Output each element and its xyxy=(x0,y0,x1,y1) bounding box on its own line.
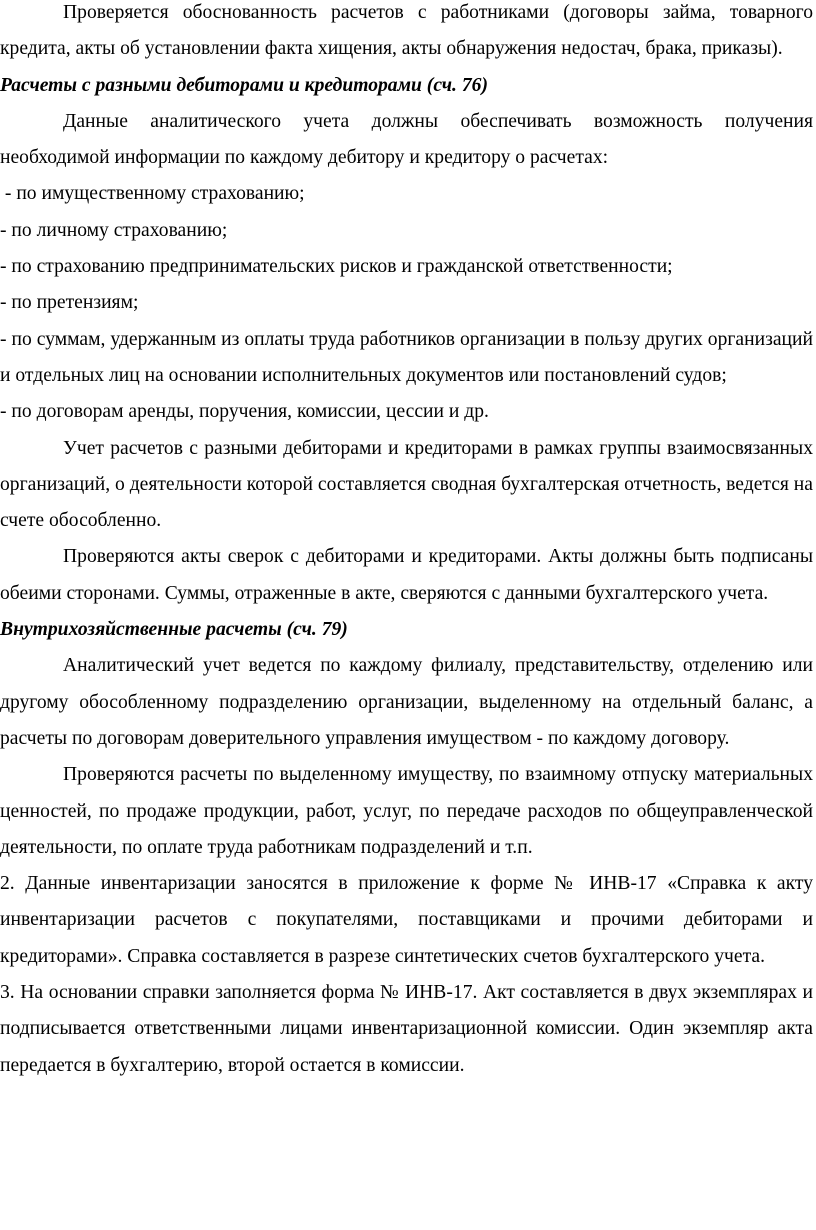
paragraph-group-accounting: Учет расчетов с разными дебиторами и кредиторами в рамках группы взаимосвязанных организаций, о деятельности которой составляется сводная бухгалтерская отчетность, ведется на счете обособленно. xyxy=(0,437,813,532)
paragraph-branch-accounting: Аналитический учет ведется по каждому филиалу, представительству, отделению или другому обособленному подразделению организации, выделенному на отдельный баланс, а расчеты по договорам доверительного управления имуществом - по каждому договору. xyxy=(0,655,813,749)
paragraph-inv17-form: 3. На основании справки заполняется форма № ИНВ-17. Акт составляется в двух экземплярах и подписывается ответственными лицами инвентаризационной комиссии. Один экземпляр акта передается в бухгалтерию, второй остается в комиссии. xyxy=(0,982,813,1076)
paragraph-reconciliation-acts: Проверяются акты сверок с дебиторами и кредиторами. Акты должны быть подписаны обеими сторонами. Суммы, отраженные в акте, сверяются с данными бухгалтерского учета. xyxy=(0,546,813,604)
paragraph-inventory-data: 2. Данные инвентаризации заносятся в приложение к форме № ИНВ-17 «Справка к акту инвентаризации расчетов с покупателями, поставщиками и прочими дебиторами и кредиторами». Справка составляется в разрезе синтетических счетов бухгалтерского учета. xyxy=(0,873,813,967)
list-item: - по договорам аренды, поручения, комиссии, цессии и др. xyxy=(0,401,489,423)
paragraph-allocated-property: Проверяются расчеты по выделенному имуществу, по взаимному отпуску материальных ценностей, по продаже продукции, работ, услуг, по передаче расходов по общеуправленческой деятельности, по оплате труда работникам подразделений и т.п. xyxy=(0,764,813,858)
list-item: - по претензиям; xyxy=(0,292,139,314)
list-item: - по суммам, удержанным из оплаты труда работников организации в пользу других организаций и отдельных лиц на основании исполнительных документов или постановлений судов; xyxy=(0,328,813,386)
paragraph-worker-settlements: Проверяется обоснованность расчетов с работниками (договоры займа, товарного кредита, акты об установлении факта хищения, акты обнаружения недостач, брака, приказы). xyxy=(0,2,813,60)
paragraph-analytical-accounting: Данные аналитического учета должны обеспечивать возможность получения необходимой информации по каждому дебитору и кредитору о расчетах: xyxy=(0,110,813,169)
list-item: - по личному страхованию; xyxy=(0,219,228,241)
list-item: - по страхованию предпринимательских рисков и гражданской ответственности; xyxy=(0,256,673,278)
heading-various-debtors-creditors: Расчеты с разными дебиторами и кредиторами (сч. 76) xyxy=(0,74,488,96)
list-item: - по имущественному страхованию; xyxy=(0,183,305,205)
heading-internal-settlements: Внутрихозяйственные расчеты (сч. 79) xyxy=(0,619,348,641)
